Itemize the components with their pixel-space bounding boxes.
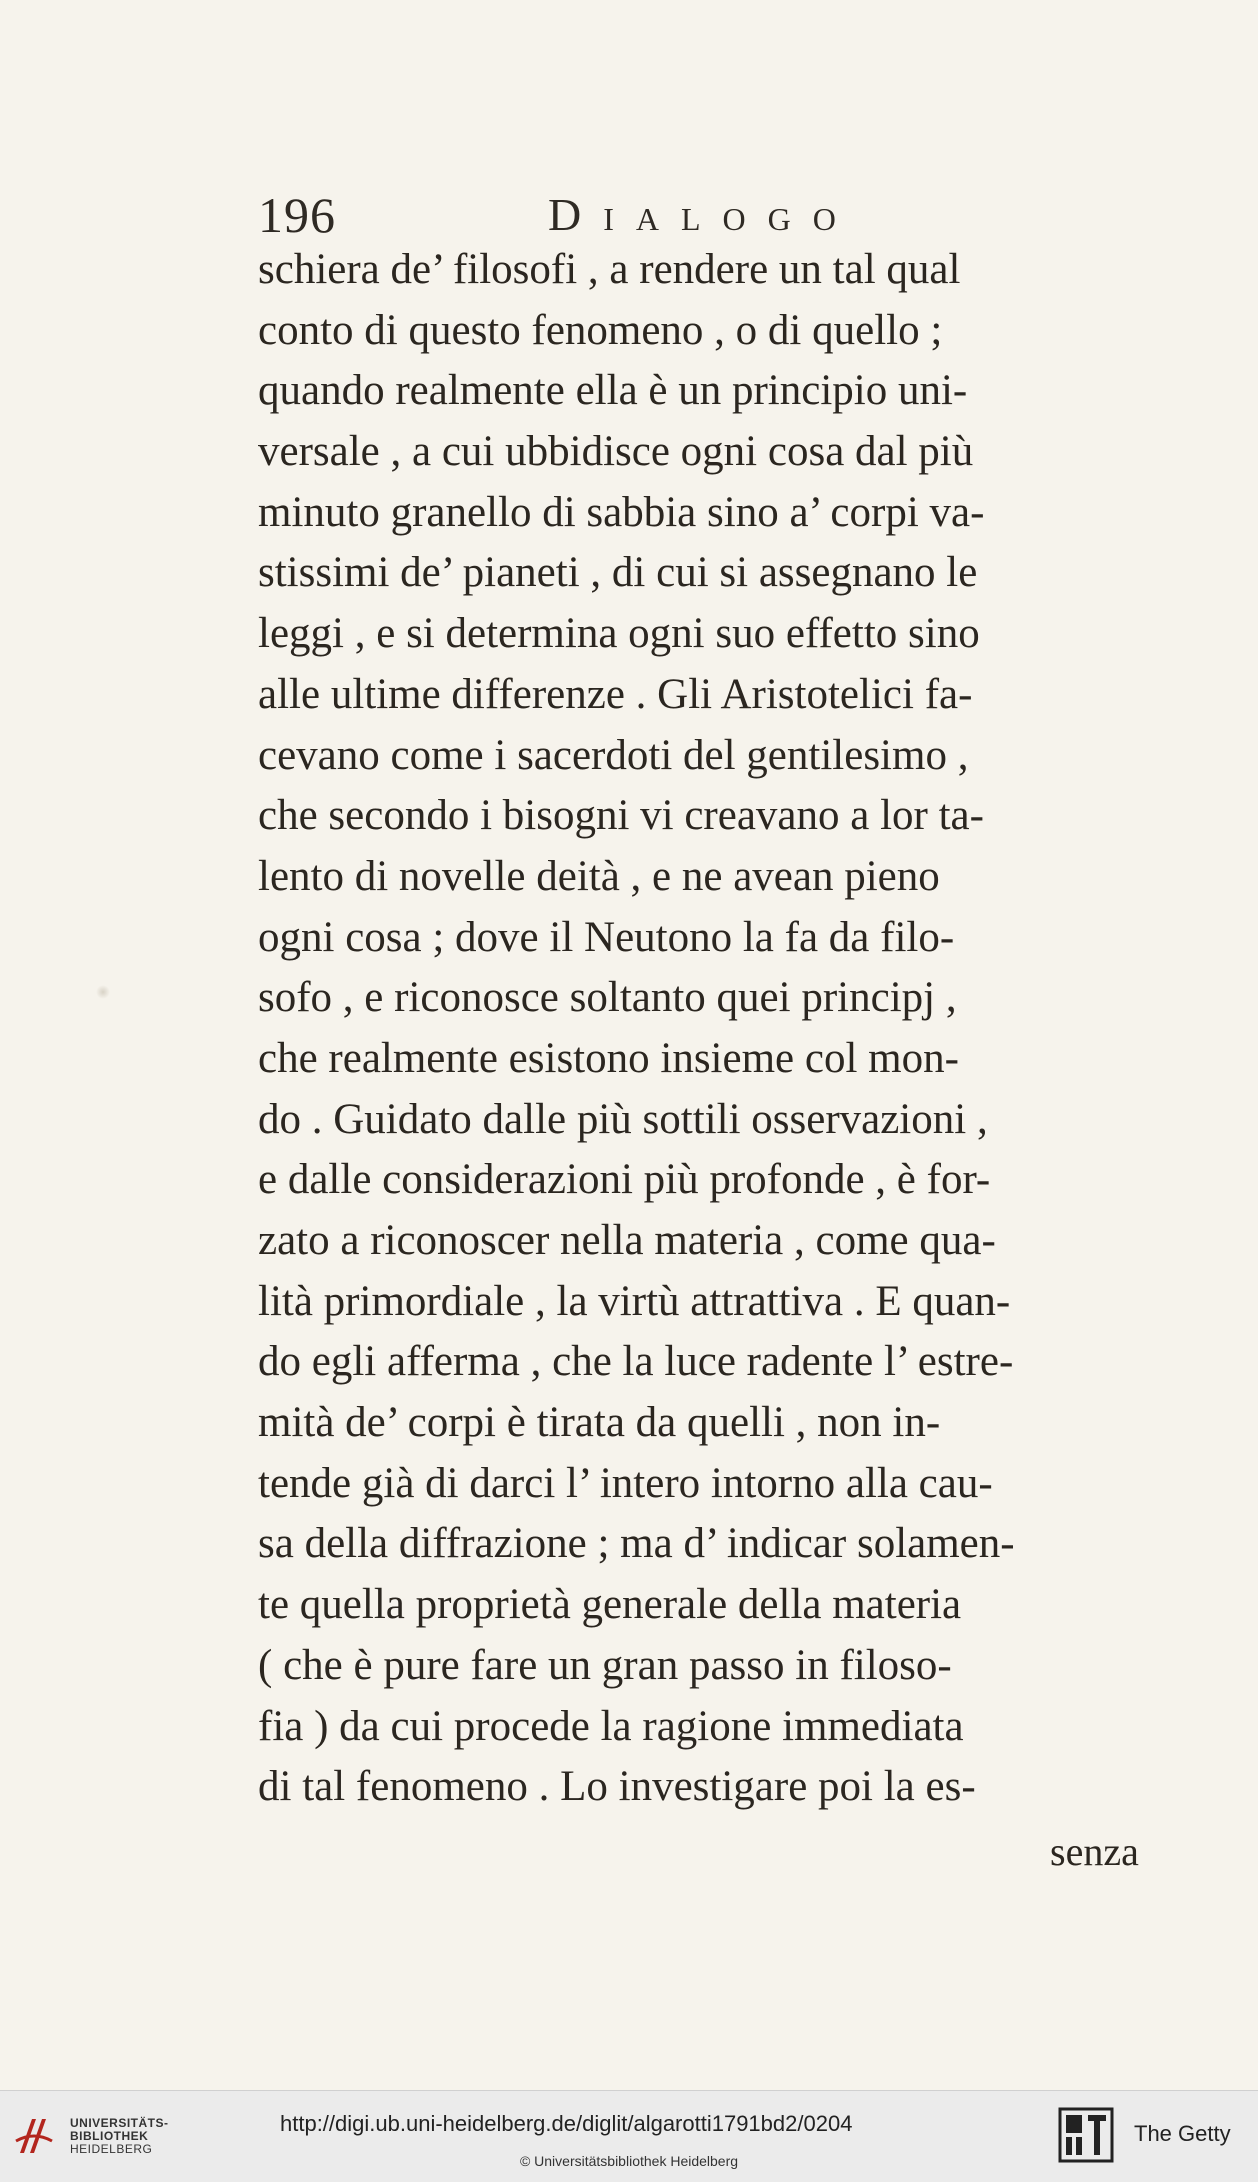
text-line: fia ) da cui procede la ragione immediata: [258, 1702, 964, 1750]
library-name-line: HEIDELBERG: [70, 2142, 153, 2156]
text-line: lità primordiale , la virtù attrattiva . E quan-: [258, 1277, 1011, 1325]
text-line: stissimi de’ pianeti , di cui si assegnano le: [258, 549, 978, 597]
text-line: do egli afferma , che la luce radente l’ estre-: [258, 1338, 1014, 1386]
text-line: versale , a cui ubbidisce ogni cosa dal più: [258, 428, 974, 476]
text-line: tende già di darci l’ intero intorno alla cau-: [258, 1459, 993, 1507]
text-line: ogni cosa ; dove il Neutono la fa da filo-: [258, 913, 955, 961]
library-name-line: BIBLIOTHEK: [70, 2129, 149, 2143]
body-text: [258, 240, 1208, 1818]
catchword: senza: [1050, 1829, 1139, 1874]
library-name-line: UNIVERSITÄTS-: [70, 2116, 169, 2130]
text-line: minuto granello di sabbia sino a’ corpi va-: [258, 488, 985, 536]
university-library-logo-icon: [12, 2113, 56, 2157]
text-line: mità de’ corpi è tirata da quelli , non in-: [258, 1399, 941, 1447]
text-line: do . Guidato dalle più sottili osservazioni ,: [258, 1095, 988, 1143]
running-title: Dialogo: [548, 189, 858, 240]
permalink-url[interactable]: http://digi.ub.uni-heidelberg.de/diglit/algarotti1791bd2/0204: [280, 2111, 853, 2136]
partner-name: The Getty: [1134, 2121, 1231, 2146]
text-line: leggi , e si determina ogni suo effetto sino: [258, 610, 980, 658]
text-line: di tal fenomeno . Lo investigare poi la es-: [258, 1763, 976, 1811]
library-name: [70, 2117, 169, 2156]
text-line: lento di novelle deità , e ne avean pieno: [258, 852, 940, 900]
text-line: sa della diffrazione ; ma d’ indicar solamen-: [258, 1520, 1015, 1568]
getty-logo-icon: [1058, 2107, 1114, 2163]
text-line: te quella proprietà generale della materia: [258, 1581, 962, 1629]
text-line: ( che è pure fare un gran passo in filoso-: [258, 1641, 952, 1689]
page-number: 196: [258, 187, 336, 243]
footer-bar: [0, 2090, 1258, 2182]
text-line: e dalle considerazioni più profonde , è for-: [258, 1156, 991, 1204]
text-line: che secondo i bisogni vi creavano a lor ta-: [258, 792, 984, 840]
text-line: quando realmente ella è un principio uni-: [258, 367, 968, 415]
text-line: schiera de’ filosofi , a rendere un tal qual: [258, 246, 961, 293]
text-line: sofo , e riconosce soltanto quei principj ,: [258, 974, 957, 1022]
copyright-notice: © Universitätsbibliothek Heidelberg: [519, 2153, 739, 2169]
text-line: zato a riconoscer nella materia , come qua-: [258, 1217, 996, 1264]
text-line: alle ultime differenze . Gli Aristotelici fa-: [258, 670, 973, 718]
text-line: che realmente esistono insieme col mon-: [258, 1034, 959, 1082]
text-line: cevano come i sacerdoti del gentilesimo ,: [258, 731, 969, 779]
text-line: conto di questo fenomeno , o di quello ;: [258, 306, 943, 354]
paper-stain: [96, 985, 110, 999]
